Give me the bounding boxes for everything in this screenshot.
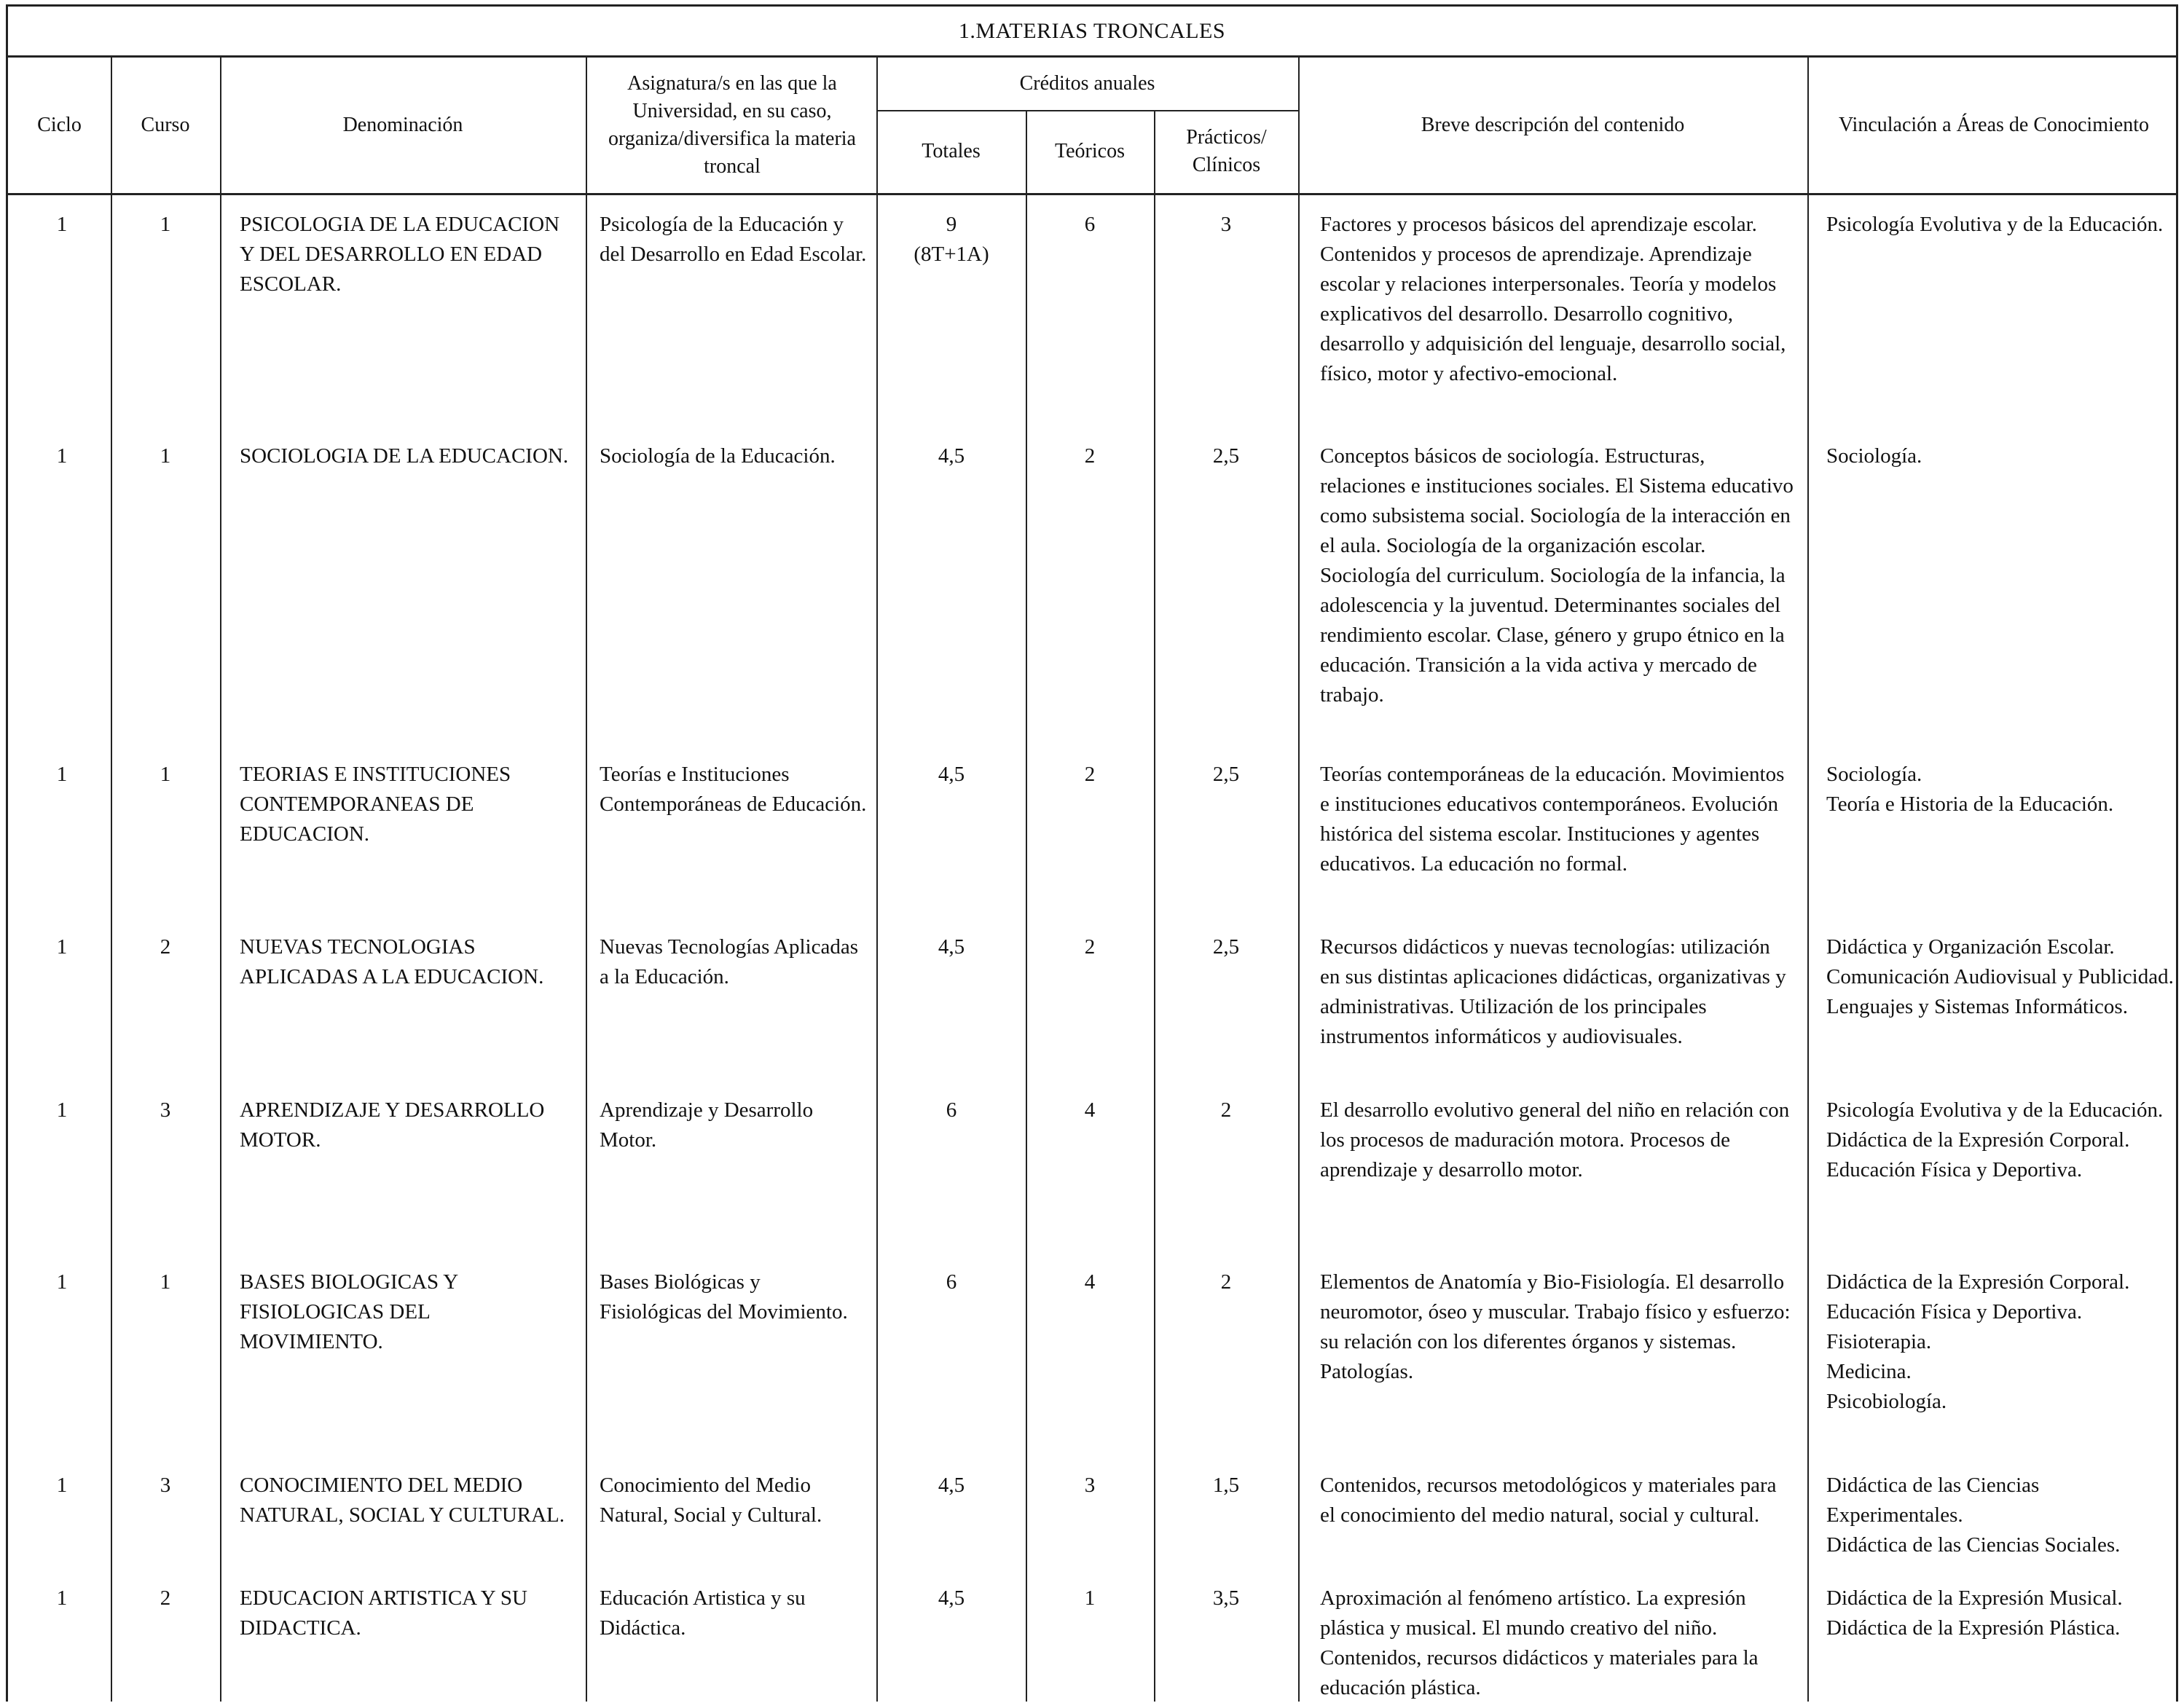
totales-value: 6 bbox=[946, 1270, 957, 1294]
cell-asignatura: Bases Biológicas y Fisiológicas del Movimiento. bbox=[600, 1270, 848, 1324]
area-item: Educación Física y Deportiva. bbox=[1826, 1300, 2083, 1324]
cell-practicos: 2,5 bbox=[1212, 935, 1240, 959]
cell-descripcion: Conceptos básicos de sociología. Estructuras, relaciones e instituciones sociales. El Sistema educativo como subsistema social. Sociología de la interacción en el aula. Sociología de la organización escolar. Sociología del curriculum. Sociología de la infancia, la adolescencia y la juventud. Determinantes sociales del rendimiento escolar. Clase, género y grupo étnico en la educación. Transición a la vida activa y mercado de trabajo. bbox=[1320, 444, 1794, 707]
cell-teoricos: 2 bbox=[1084, 763, 1096, 786]
cell-asignatura: Sociología de la Educación. bbox=[600, 444, 836, 468]
cell-totales bbox=[886, 1096, 1017, 1125]
totales-value: 4,5 bbox=[938, 444, 965, 468]
cell-teoricos: 4 bbox=[1084, 1098, 1096, 1122]
totales-note: (8T+1A) bbox=[914, 243, 989, 266]
cell-curso: 3 bbox=[160, 1474, 171, 1497]
cell-curso: 2 bbox=[160, 1586, 171, 1610]
table-title: 1.MATERIAS TRONCALES bbox=[8, 7, 2176, 58]
cell-ciclo: 1 bbox=[56, 1098, 68, 1122]
cell-vinculacion bbox=[1826, 1584, 2177, 1643]
area-item: Didáctica y Organización Escolar. bbox=[1826, 935, 2115, 959]
area-item: Sociología. bbox=[1826, 444, 1922, 468]
area-item: Didáctica de la Expresión Corporal. bbox=[1826, 1270, 2130, 1294]
area-item: Psicobiología. bbox=[1826, 1390, 1947, 1413]
cell-denominacion: PSICOLOGIA DE LA EDUCACION Y DEL DESARROLLO EN EDAD ESCOLAR. bbox=[240, 213, 560, 296]
cell-curso: 1 bbox=[160, 444, 171, 468]
cell-teoricos: 2 bbox=[1084, 935, 1096, 959]
cell-vinculacion bbox=[1826, 1471, 2177, 1560]
cell-denominacion: TEORIAS E INSTITUCIONES CONTEMPORANEAS DE EDUCACION. bbox=[240, 763, 511, 846]
area-item: Didáctica de las Ciencias Sociales. bbox=[1826, 1533, 2121, 1557]
totales-value: 4,5 bbox=[938, 1586, 965, 1610]
cell-ciclo: 1 bbox=[56, 763, 68, 786]
header-curso: Curso bbox=[141, 114, 190, 136]
cell-asignatura: Teorías e Instituciones Contemporáneas de Educación. bbox=[600, 763, 867, 816]
cell-ciclo: 1 bbox=[56, 1586, 68, 1610]
cell-asignatura: Psicología de la Educación y del Desarrollo en Edad Escolar. bbox=[600, 213, 867, 266]
cell-vinculacion bbox=[1826, 932, 2177, 1022]
area-item: Lenguajes y Sistemas Informáticos. bbox=[1826, 995, 2128, 1018]
cell-descripcion: Elementos de Anatomía y Bio-Fisiología. El desarrollo neuromotor, óseo y muscular. Trabajo físico y esfuerzo: su relación con los diferentes órganos y sistemas. Patologías. bbox=[1320, 1270, 1791, 1383]
cell-totales bbox=[886, 932, 1017, 962]
area-item: Didáctica de la Expresión Musical. bbox=[1826, 1586, 2123, 1610]
cell-descripcion: El desarrollo evolutivo general del niño en relación con los procesos de maduración motora. Procesos de aprendizaje y desarrollo motor. bbox=[1320, 1098, 1790, 1181]
cell-descripcion: Factores y procesos básicos del aprendizaje escolar. Contenidos y procesos de aprendizaje. Aprendizaje escolar y relaciones interpersonales. Teoría y modelos explicativos del desarrollo. Desarrollo cognitivo, desarrollo y adquisición del lenguaje, desarrollo social, físico, motor y afectivo-emocional. bbox=[1320, 213, 1786, 385]
column-divider bbox=[876, 58, 878, 1702]
cell-practicos: 2 bbox=[1220, 1098, 1232, 1122]
header-asignaturas: Asignatura/s en las que la Universidad, en su caso, organiza/diversifica la materia troncal bbox=[608, 72, 856, 178]
area-item: Didáctica de las Ciencias Experimentales. bbox=[1826, 1474, 2040, 1527]
area-item: Sociología. bbox=[1826, 763, 1922, 786]
cell-descripcion: Teorías contemporáneas de la educación. Movimientos e instituciones educativos contemporáneos. Evolución histórica del sistema escolar. Instituciones y agentes educativos. La educación no formal. bbox=[1320, 763, 1785, 876]
header-bottom-border bbox=[8, 193, 2176, 195]
cell-denominacion: NUEVAS TECNOLOGIAS APLICADAS A LA EDUCACION. bbox=[240, 935, 544, 988]
cell-denominacion: APRENDIZAJE Y DESARROLLO MOTOR. bbox=[240, 1098, 545, 1152]
cell-teoricos: 6 bbox=[1084, 213, 1096, 236]
cell-practicos: 2,5 bbox=[1212, 444, 1240, 468]
header-vinculacion: Vinculación a Áreas de Conocimiento bbox=[1839, 114, 2149, 136]
cell-teoricos: 3 bbox=[1084, 1474, 1096, 1497]
column-divider bbox=[220, 58, 221, 1702]
cell-vinculacion bbox=[1826, 760, 2177, 819]
totales-value: 4,5 bbox=[938, 763, 965, 786]
header-creditos: Créditos anuales bbox=[1019, 72, 1155, 95]
area-item: Psicología Evolutiva y de la Educación. bbox=[1826, 213, 2164, 236]
cell-descripcion: Contenidos, recursos metodológicos y materiales para el conocimiento del medio natural, social y cultural. bbox=[1320, 1474, 1777, 1527]
cell-asignatura: Conocimiento del Medio Natural, Social y Cultural. bbox=[600, 1474, 822, 1527]
header-denominacion: Denominación bbox=[342, 114, 463, 136]
cell-totales bbox=[886, 1471, 1017, 1501]
header-teoricos: Teóricos bbox=[1054, 140, 1125, 162]
column-divider bbox=[586, 58, 587, 1702]
cell-vinculacion bbox=[1826, 210, 2177, 240]
cell-curso: 2 bbox=[160, 935, 171, 959]
cell-curso: 1 bbox=[160, 1270, 171, 1294]
cell-totales bbox=[886, 1584, 1017, 1613]
cell-asignatura: Nuevas Tecnologías Aplicadas a la Educación. bbox=[600, 935, 859, 988]
area-item: Teoría e Historia de la Educación. bbox=[1826, 792, 2114, 816]
cell-totales bbox=[886, 441, 1017, 471]
header-practicos: Prácticos/ Clínicos bbox=[1186, 126, 1267, 176]
area-item: Fisioterapia. bbox=[1826, 1330, 1932, 1353]
totales-value: 4,5 bbox=[938, 1474, 965, 1497]
totales-value: 6 bbox=[946, 1098, 957, 1122]
cell-denominacion: CONOCIMIENTO DEL MEDIO NATURAL, SOCIAL Y CULTURAL. bbox=[240, 1474, 565, 1527]
header-totales: Totales bbox=[922, 140, 981, 162]
column-divider bbox=[111, 58, 112, 1702]
cell-ciclo: 1 bbox=[56, 935, 68, 959]
cell-practicos: 3 bbox=[1220, 213, 1232, 236]
cell-practicos: 1,5 bbox=[1212, 1474, 1240, 1497]
cell-denominacion: SOCIOLOGIA DE LA EDUCACION. bbox=[240, 444, 569, 468]
cell-ciclo: 1 bbox=[56, 213, 68, 236]
cell-totales bbox=[886, 760, 1017, 790]
cell-curso: 1 bbox=[160, 213, 171, 236]
cell-totales bbox=[886, 1267, 1017, 1297]
cell-vinculacion bbox=[1826, 441, 2177, 471]
cell-teoricos: 4 bbox=[1084, 1270, 1096, 1294]
cell-descripcion: Aproximación al fenómeno artístico. La expresión plástica y musical. El mundo creativo del niño. Contenidos, recursos didácticos y materiales para la educación plástica. bbox=[1320, 1586, 1759, 1699]
cell-ciclo: 1 bbox=[56, 1474, 68, 1497]
cell-vinculacion bbox=[1826, 1096, 2177, 1185]
cell-teoricos: 1 bbox=[1084, 1586, 1096, 1610]
column-divider bbox=[1298, 58, 1300, 1702]
totales-value: 9 bbox=[946, 213, 957, 236]
cell-asignatura: Aprendizaje y Desarrollo Motor. bbox=[600, 1098, 814, 1152]
cell-asignatura: Educación Artistica y su Didáctica. bbox=[600, 1586, 806, 1640]
cell-practicos: 2 bbox=[1220, 1270, 1232, 1294]
cell-vinculacion bbox=[1826, 1267, 2177, 1417]
cell-teoricos: 2 bbox=[1084, 444, 1096, 468]
cell-practicos: 2,5 bbox=[1212, 763, 1240, 786]
cell-denominacion: BASES BIOLOGICAS Y FISIOLOGICAS DEL MOVIMIENTO. bbox=[240, 1270, 458, 1353]
cell-denominacion: EDUCACION ARTISTICA Y SU DIDACTICA. bbox=[240, 1586, 527, 1640]
header-ciclo: Ciclo bbox=[37, 114, 82, 136]
cell-ciclo: 1 bbox=[56, 1270, 68, 1294]
column-divider bbox=[1807, 58, 1809, 1702]
cell-curso: 3 bbox=[160, 1098, 171, 1122]
area-item: Comunicación Audiovisual y Publicidad. bbox=[1826, 965, 2174, 988]
cell-curso: 1 bbox=[160, 763, 171, 786]
column-divider bbox=[1026, 110, 1027, 1702]
cell-descripcion: Recursos didácticos y nuevas tecnologías: utilización en sus distintas aplicaciones didácticas, organizativas y administrativas. Utilización de los principales instrumentos informáticos y audiovisuales. bbox=[1320, 935, 1786, 1048]
totales-value: 4,5 bbox=[938, 935, 965, 959]
area-item: Didáctica de la Expresión Corporal. bbox=[1826, 1128, 2130, 1152]
header-descripcion: Breve descripción del contenido bbox=[1421, 114, 1685, 136]
column-divider bbox=[1154, 110, 1155, 1702]
area-item: Psicología Evolutiva y de la Educación. bbox=[1826, 1098, 2164, 1122]
cell-ciclo: 1 bbox=[56, 444, 68, 468]
curriculum-table bbox=[6, 4, 2178, 1702]
area-item: Didáctica de la Expresión Plástica. bbox=[1826, 1616, 2121, 1640]
cell-totales bbox=[886, 210, 1017, 270]
area-item: Educación Física y Deportiva. bbox=[1826, 1158, 2083, 1181]
cell-practicos: 3,5 bbox=[1212, 1586, 1240, 1610]
area-item: Medicina. bbox=[1826, 1360, 1912, 1383]
